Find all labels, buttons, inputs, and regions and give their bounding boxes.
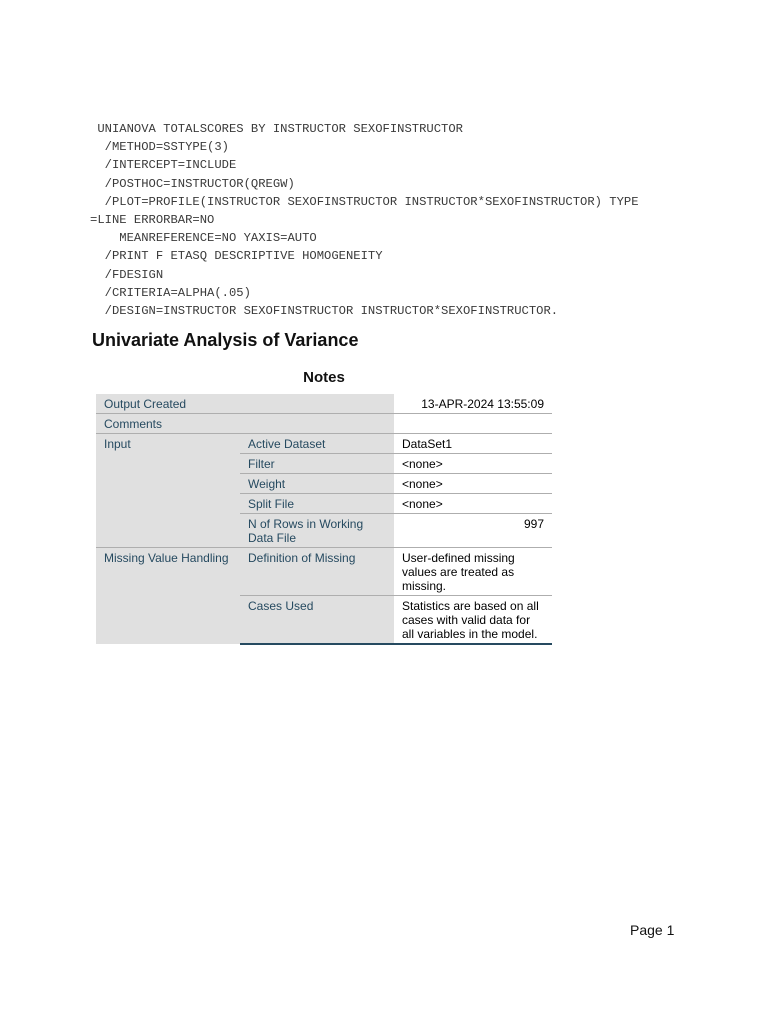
n-rows-value: 997 xyxy=(394,514,552,548)
missing-value-handling-label: Missing Value Handling xyxy=(96,548,240,645)
cases-used-label: Cases Used xyxy=(240,596,394,645)
syntax-line: /METHOD=SSTYPE(3) xyxy=(90,140,229,155)
notes-table-title: Notes xyxy=(303,369,345,386)
comments-label: Comments xyxy=(96,414,394,434)
syntax-line: /POSTHOC=INSTRUCTOR(QREGW) xyxy=(90,176,295,191)
notes-table xyxy=(96,394,552,645)
comments-value xyxy=(394,414,552,434)
syntax-line: /INTERCEPT=INCLUDE xyxy=(90,158,237,173)
table-row xyxy=(96,548,552,596)
weight-value: <none> xyxy=(394,474,552,494)
split-file-value: <none> xyxy=(394,494,552,514)
output-created-value: 13-APR-2024 13:55:09 xyxy=(394,394,552,414)
filter-label: Filter xyxy=(240,454,394,474)
syntax-line: /FDESIGN xyxy=(90,267,164,282)
active-dataset-label: Active Dataset xyxy=(240,434,394,454)
input-label: Input xyxy=(96,434,240,548)
syntax-line: /PRINT F ETASQ DESCRIPTIVE HOMOGENEITY xyxy=(90,249,383,264)
page-number: Page 1 xyxy=(630,922,675,938)
table-row xyxy=(96,394,552,414)
table-row xyxy=(96,434,552,454)
syntax-line: /CRITERIA=ALPHA(.05) xyxy=(90,285,251,300)
syntax-line: =LINE ERRORBAR=NO xyxy=(90,213,215,228)
syntax-block xyxy=(90,120,690,320)
syntax-line: UNIANOVA TOTALSCORES BY INSTRUCTOR SEXOFINSTRUCTOR xyxy=(90,122,463,136)
table-row xyxy=(96,414,552,434)
definition-of-missing-value: User-defined missing values are treated as missing. xyxy=(394,548,552,596)
section-heading: Univariate Analysis of Variance xyxy=(92,330,359,350)
filter-value: <none> xyxy=(394,454,552,474)
split-file-label: Split File xyxy=(240,494,394,514)
syntax-line: /DESIGN=INSTRUCTOR SEXOFINSTRUCTOR INSTRUCTOR*SEXOFINSTRUCTOR. xyxy=(90,304,559,319)
weight-label: Weight xyxy=(240,474,394,494)
syntax-line: MEANREFERENCE=NO YAXIS=AUTO xyxy=(90,231,317,246)
n-rows-label: N of Rows in Working Data File xyxy=(240,514,394,548)
active-dataset-value: DataSet1 xyxy=(394,434,552,454)
definition-of-missing-label: Definition of Missing xyxy=(240,548,394,596)
syntax-line: /PLOT=PROFILE(INSTRUCTOR SEXOFINSTRUCTOR INSTRUCTOR*SEXOFINSTRUCTOR) TYPE xyxy=(90,194,639,209)
output-created-label: Output Created xyxy=(96,394,394,414)
cases-used-value: Statistics are based on all cases with valid data for all variables in the model. xyxy=(394,596,552,645)
